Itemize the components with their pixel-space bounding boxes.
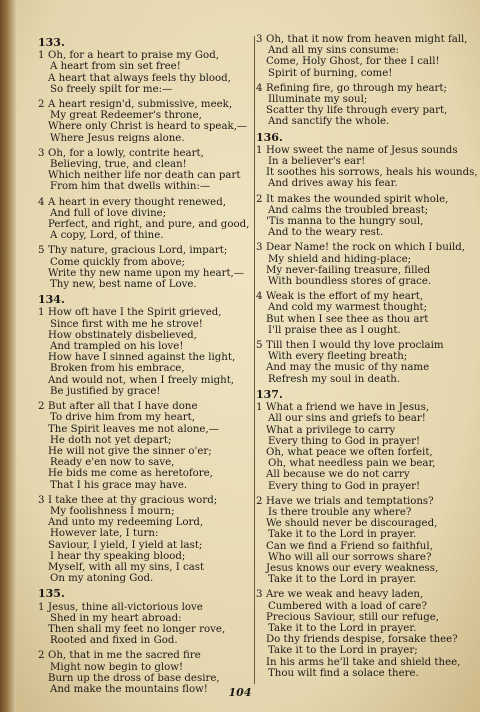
verse bbox=[38, 99, 252, 144]
verse-number: 1 bbox=[38, 50, 45, 62]
line-text: And trampled on his love! bbox=[50, 341, 184, 353]
verse-number: 2 bbox=[256, 193, 263, 205]
verse-line bbox=[38, 230, 252, 241]
page-number: 104 bbox=[228, 686, 252, 699]
hymn bbox=[256, 34, 468, 128]
hymn-number: 135. bbox=[38, 587, 65, 601]
line-text: Be justified by grace! bbox=[50, 385, 161, 397]
line-text: Refining fire, go through my heart; bbox=[266, 82, 447, 94]
verse bbox=[38, 245, 252, 290]
line-text: Come, Holy Ghost, for thee I call! bbox=[266, 56, 440, 68]
left-column bbox=[38, 34, 252, 699]
verse-line bbox=[256, 469, 456, 480]
line-text: Jesus, thine all-victorious love bbox=[48, 601, 203, 613]
verse-line bbox=[256, 529, 456, 540]
line-text: Perfect, and right, and pure, and good, bbox=[48, 219, 250, 231]
verse-line bbox=[38, 307, 252, 318]
verse-line bbox=[38, 219, 252, 230]
line-text: My never-failing treasure, filled bbox=[266, 264, 431, 276]
verse bbox=[256, 291, 456, 336]
verse-line bbox=[256, 45, 456, 56]
hymn-number: 133. bbox=[38, 36, 65, 49]
verse-line bbox=[38, 73, 252, 84]
verse-line bbox=[38, 279, 252, 290]
verse bbox=[38, 602, 252, 647]
line-text: Dear Name! the rock on which I build, bbox=[266, 242, 466, 254]
line-text: Oh, what needless pain we bear, bbox=[268, 458, 436, 470]
verse-line bbox=[256, 242, 466, 254]
line-text: Every thing to God in prayer! bbox=[268, 480, 421, 492]
verse-line bbox=[256, 589, 456, 600]
verse-line bbox=[256, 563, 456, 574]
verse-line bbox=[256, 425, 456, 436]
line-text: And make the mountains flow! bbox=[50, 683, 208, 695]
line-text: Broken from his embrace, bbox=[50, 363, 185, 375]
line-text: But when I see thee as thou art bbox=[266, 313, 429, 325]
line-text: Can we find a Friend so faithful, bbox=[266, 540, 433, 552]
verse-line bbox=[256, 574, 456, 585]
verse-line bbox=[38, 99, 252, 110]
line-text: Then shall my feet no longer rove, bbox=[48, 623, 226, 635]
line-text: And cold my warmest thought; bbox=[268, 302, 428, 314]
line-text: Saviour, I yield, I yield at last; bbox=[48, 539, 203, 551]
line-text: How sweet the name of Jesus sounds bbox=[266, 144, 458, 156]
line-text: Who will all our sorrows share? bbox=[268, 551, 432, 563]
verse bbox=[38, 197, 252, 242]
line-text: And would not, when I freely might, bbox=[48, 374, 235, 386]
verse-line bbox=[256, 518, 456, 529]
line-text: With boundless stores of grace. bbox=[268, 276, 432, 288]
line-text: A heart that always feels thy blood, bbox=[48, 72, 231, 84]
line-text: Spirit of burning, come! bbox=[268, 67, 393, 79]
verse-line bbox=[256, 507, 456, 518]
line-text: Oh, that in me the sacred fire bbox=[48, 650, 201, 662]
verse-line bbox=[256, 668, 456, 679]
verse bbox=[38, 148, 252, 193]
verse-line bbox=[256, 68, 456, 79]
line-text: How have I sinned against the light, bbox=[48, 352, 236, 364]
line-text: All because we do not carry bbox=[266, 469, 410, 481]
line-text: Are we weak and heavy laden, bbox=[266, 589, 424, 601]
line-text: I hear thy speaking blood; bbox=[50, 550, 186, 562]
verse-line bbox=[256, 634, 456, 645]
line-text: He bids me come as heretofore, bbox=[48, 468, 213, 480]
line-text: Since first with me he strove! bbox=[50, 318, 203, 330]
verse-line bbox=[256, 413, 456, 424]
verse bbox=[256, 402, 456, 492]
verse-line bbox=[38, 148, 252, 159]
verse-line bbox=[38, 319, 252, 330]
verse-line bbox=[256, 374, 456, 385]
verse-line bbox=[256, 216, 456, 227]
verse-line bbox=[256, 276, 456, 287]
line-text: Oh, for a lowly, contrite heart, bbox=[48, 147, 204, 159]
verse-number: 2 bbox=[38, 401, 45, 413]
verse bbox=[38, 401, 252, 491]
line-text: And all my sins consume: bbox=[268, 45, 399, 57]
line-text: In a believer's ear! bbox=[268, 156, 366, 168]
verse-line bbox=[256, 436, 456, 447]
verse-line bbox=[256, 94, 456, 105]
verse-line bbox=[38, 528, 252, 539]
line-text: The Spirit leaves me not alone,— bbox=[48, 423, 219, 435]
line-text: Come quickly from above; bbox=[50, 256, 185, 268]
verse-line bbox=[38, 341, 252, 352]
verse bbox=[256, 194, 456, 239]
line-text: Ready e'en now to save, bbox=[50, 457, 175, 469]
verse-line bbox=[256, 83, 456, 94]
line-text: Every thing to God in prayer! bbox=[268, 435, 421, 447]
verse-line bbox=[38, 110, 252, 121]
line-text: Myself, with all my sins, I cast bbox=[48, 561, 205, 573]
verse-line bbox=[38, 386, 252, 397]
verse-number: 4 bbox=[38, 196, 45, 208]
line-text: Burn up the dross of base desire, bbox=[48, 672, 220, 684]
verse-line bbox=[38, 517, 252, 528]
verse-line bbox=[256, 34, 468, 45]
line-text: Rooted and fixed in God. bbox=[50, 635, 178, 647]
line-text: A heart from sin set free! bbox=[50, 61, 181, 73]
verse-line bbox=[38, 495, 252, 506]
verse-number: 1 bbox=[256, 144, 263, 156]
verse-line bbox=[38, 468, 252, 479]
line-text: My foolishness I mourn; bbox=[50, 505, 175, 517]
line-text: Take it to the Lord in prayer. bbox=[268, 622, 417, 634]
verse-line bbox=[38, 435, 252, 446]
verse-number: 2 bbox=[38, 650, 45, 662]
line-text: To drive him from my heart, bbox=[50, 412, 195, 424]
right-column bbox=[256, 34, 478, 683]
line-text: Precious Saviour, still our refuge, bbox=[266, 611, 440, 623]
line-text: Have we trials and temptations? bbox=[266, 495, 434, 507]
line-text: It makes the wounded spirit whole, bbox=[266, 193, 449, 205]
verse-line bbox=[38, 50, 252, 61]
verse-line bbox=[38, 602, 252, 613]
line-text: Where only Christ is heard to speak,— bbox=[48, 121, 248, 133]
verse-number: 5 bbox=[256, 340, 263, 352]
verse-line bbox=[38, 673, 252, 684]
verse-line bbox=[256, 178, 456, 189]
verse-line bbox=[256, 447, 456, 458]
line-text: What a friend we have in Jesus, bbox=[266, 402, 430, 414]
verse-line bbox=[38, 257, 252, 268]
line-text: My great Redeemer's throne, bbox=[50, 110, 202, 122]
verse-line bbox=[256, 656, 461, 668]
line-text: Jesus knows our every weakness, bbox=[266, 562, 439, 574]
verse-line bbox=[38, 352, 252, 363]
verse-line bbox=[256, 496, 456, 507]
line-text: Illuminate my soul; bbox=[268, 94, 368, 106]
verse-line bbox=[38, 375, 252, 386]
verse-line bbox=[38, 506, 252, 517]
verse-line bbox=[38, 562, 252, 573]
line-text: And full of love divine; bbox=[50, 207, 167, 219]
verse-number: 2 bbox=[38, 99, 45, 111]
verse bbox=[256, 589, 461, 679]
hymn bbox=[38, 588, 252, 695]
verse-line bbox=[256, 265, 456, 276]
line-text: All our sins and griefs to bear! bbox=[268, 413, 426, 425]
verse-line bbox=[38, 84, 252, 95]
line-text: Refresh my soul in death. bbox=[268, 373, 401, 385]
verse-number: 3 bbox=[38, 147, 45, 159]
hymn-number: 136. bbox=[256, 130, 283, 144]
line-text: That I his grace may have. bbox=[50, 479, 188, 491]
verse-line bbox=[38, 480, 252, 491]
verse-line bbox=[256, 552, 456, 563]
verse-line bbox=[256, 205, 456, 216]
line-text: He doth not yet depart; bbox=[50, 434, 172, 446]
verse bbox=[38, 50, 252, 95]
verse-number: 2 bbox=[256, 495, 263, 507]
line-text: And unto my redeeming Lord, bbox=[48, 517, 204, 529]
line-text: Take it to the Lord in prayer. bbox=[268, 529, 417, 541]
verse-line bbox=[256, 145, 456, 156]
verse-line bbox=[38, 133, 252, 144]
line-text: Oh, that it now from heaven might fall, bbox=[266, 34, 468, 45]
verse-number: 1 bbox=[38, 601, 45, 613]
line-text: Take it to the Lord in prayer. bbox=[268, 574, 417, 586]
column-divider bbox=[254, 36, 255, 684]
verse-line bbox=[256, 116, 456, 127]
hymn bbox=[256, 130, 478, 385]
line-text: So freely spilt for me:— bbox=[50, 83, 173, 95]
hymn-number: 137. bbox=[256, 387, 283, 401]
line-text: Thou wilt find a solace there. bbox=[268, 667, 419, 679]
line-text: Shed in my heart abroad: bbox=[50, 612, 182, 624]
verse-line bbox=[38, 573, 252, 584]
verse-line bbox=[38, 624, 252, 635]
verse-line bbox=[256, 541, 456, 552]
verse-line bbox=[38, 662, 252, 673]
verse-line bbox=[38, 363, 252, 374]
line-text: He will not give the sinner o'er; bbox=[48, 445, 212, 457]
verse-line bbox=[256, 340, 456, 351]
verse-number: 3 bbox=[256, 242, 263, 254]
verse-line bbox=[38, 170, 252, 181]
verse-line bbox=[38, 540, 252, 551]
line-text: Thy nature, gracious Lord, impart; bbox=[48, 245, 228, 257]
line-text: From him that dwells within:— bbox=[50, 181, 211, 193]
verse-line bbox=[38, 446, 252, 457]
verse-line bbox=[38, 613, 252, 624]
verse-line bbox=[256, 601, 456, 612]
verse bbox=[256, 83, 456, 128]
line-text: A copy, Lord, of thine. bbox=[50, 230, 164, 242]
line-text: Thy new, best name of Love. bbox=[50, 279, 197, 291]
line-text: We should never be discouraged, bbox=[266, 518, 438, 530]
verse-line bbox=[38, 197, 252, 208]
verse-line bbox=[256, 167, 478, 179]
verse-number: 1 bbox=[256, 402, 263, 414]
verse-line bbox=[38, 268, 252, 279]
verse bbox=[38, 307, 252, 397]
verse bbox=[38, 495, 252, 585]
verse-line bbox=[38, 61, 252, 72]
verse-line bbox=[256, 314, 456, 325]
verse-line bbox=[256, 362, 456, 373]
line-text: I take thee at thy gracious word; bbox=[48, 494, 218, 506]
verse-line bbox=[38, 635, 252, 646]
line-text: Weak is the effort of my heart, bbox=[266, 291, 424, 303]
line-text: Oh, what peace we often forfeit, bbox=[266, 446, 433, 458]
verse-line bbox=[38, 424, 252, 435]
line-text: A heart resign'd, submissive, meek, bbox=[48, 99, 233, 111]
line-text: Till then I would thy love proclaim bbox=[266, 340, 444, 352]
verse-line bbox=[256, 612, 456, 623]
verse-number: 5 bbox=[38, 245, 45, 257]
verse-number: 3 bbox=[256, 34, 263, 45]
verse-line bbox=[38, 208, 252, 219]
line-text: On my atoning God. bbox=[50, 573, 154, 585]
line-text: Which neither life nor death can part bbox=[48, 170, 241, 182]
verse-line bbox=[256, 645, 456, 656]
line-text: However late, I turn: bbox=[50, 528, 159, 540]
verse bbox=[256, 144, 478, 190]
verse-line bbox=[38, 412, 252, 423]
line-text: With every fleeting breath; bbox=[268, 351, 408, 363]
verse-number: 4 bbox=[256, 82, 263, 94]
line-text: Do thy friends despise, forsake thee? bbox=[266, 634, 458, 646]
verse-line bbox=[256, 458, 456, 469]
verse-line bbox=[256, 402, 456, 413]
verse-number: 4 bbox=[256, 291, 263, 303]
line-text: Scatter thy life through every part, bbox=[266, 105, 448, 117]
line-text: Believing, true, and clean! bbox=[50, 159, 187, 171]
verse-line bbox=[256, 351, 456, 362]
verse-line bbox=[38, 181, 252, 192]
line-text: I'll praise thee as I ought. bbox=[268, 324, 401, 336]
verse-number: 3 bbox=[256, 589, 263, 601]
line-text: Write thy new name upon my heart,— bbox=[48, 267, 244, 279]
line-text: But after all that I have done bbox=[48, 401, 198, 413]
verse-line bbox=[38, 245, 252, 256]
line-text: And calms the troubled breast; bbox=[268, 204, 429, 216]
verse-number: 3 bbox=[38, 494, 45, 506]
line-text: Is there trouble any where? bbox=[268, 506, 412, 518]
verse-line bbox=[38, 330, 252, 341]
verse-line bbox=[256, 481, 456, 492]
line-text: In his arms he'll take and shield thee, bbox=[266, 656, 461, 668]
verse-line bbox=[256, 227, 456, 238]
verse-line bbox=[256, 302, 456, 313]
verse bbox=[256, 34, 468, 79]
verse-number: 1 bbox=[38, 307, 45, 319]
verse-line bbox=[256, 194, 456, 205]
verse bbox=[256, 242, 466, 288]
verse-line bbox=[256, 254, 456, 265]
verse-line bbox=[256, 56, 456, 67]
line-text: And sanctify the whole. bbox=[268, 116, 390, 128]
hymn bbox=[256, 387, 461, 679]
line-text: Take it to the Lord in prayer; bbox=[268, 645, 418, 657]
line-text: My shield and hiding-place; bbox=[268, 253, 412, 265]
line-text: How obstinately disbelieved, bbox=[48, 329, 197, 341]
line-text: And may the music of thy name bbox=[266, 362, 430, 374]
verse-line bbox=[256, 623, 456, 634]
verse-line bbox=[38, 551, 252, 562]
line-text: It soothes his sorrows, heals his wounds, bbox=[266, 167, 478, 179]
verse-line bbox=[256, 291, 456, 302]
line-text: How oft have I the Spirit grieved, bbox=[48, 307, 222, 319]
verse-line bbox=[256, 156, 456, 167]
line-text: 'Tis manna to the hungry soul, bbox=[266, 216, 424, 228]
hymn-number: 134. bbox=[38, 293, 65, 307]
line-text: Where Jesus reigns alone. bbox=[50, 132, 185, 144]
verse-line bbox=[38, 401, 252, 412]
line-text: Oh, for a heart to praise my God, bbox=[48, 50, 219, 62]
verse-line bbox=[38, 121, 252, 132]
verse-line bbox=[256, 325, 456, 336]
verse-line bbox=[38, 159, 252, 170]
line-text: And drives away his fear. bbox=[268, 178, 398, 190]
line-text: Might now begin to glow! bbox=[50, 661, 184, 673]
line-text: A heart in every thought renewed, bbox=[48, 196, 226, 208]
verse bbox=[256, 340, 456, 385]
verse-line bbox=[38, 650, 252, 661]
hymn bbox=[38, 294, 252, 584]
verse-line bbox=[38, 457, 252, 468]
book-spine-shadow bbox=[0, 0, 16, 712]
hymn bbox=[38, 37, 252, 290]
line-text: Cumbered with a load of care? bbox=[268, 600, 427, 612]
line-text: And to the weary rest. bbox=[268, 227, 384, 239]
line-text: What a privilege to carry bbox=[266, 424, 396, 436]
verse bbox=[256, 496, 456, 586]
verse-line bbox=[256, 105, 456, 116]
